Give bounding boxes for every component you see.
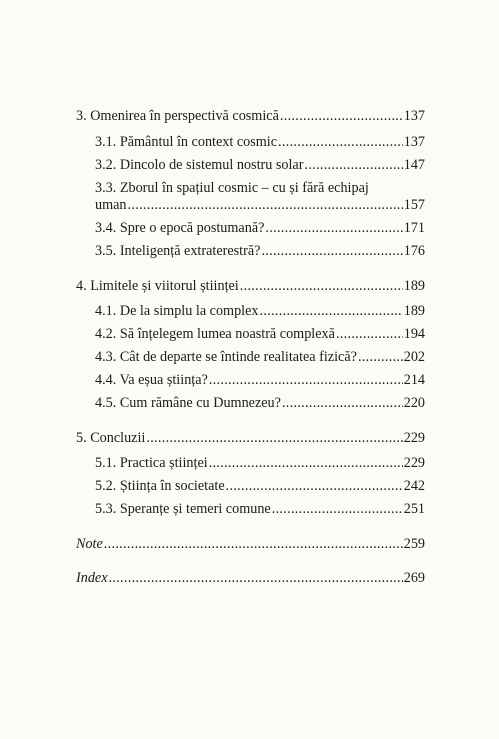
toc-entry-title: 4. Limitele și viitorul științei xyxy=(76,278,239,294)
toc-section-4-5 xyxy=(95,394,425,412)
toc-page-number: 137 xyxy=(403,134,425,150)
toc-leader-dots xyxy=(304,156,402,174)
toc-entry-title: 4.4. Va eșua știința? xyxy=(95,372,208,388)
toc-leader-dots xyxy=(260,302,403,320)
toc-chapter-4 xyxy=(76,277,425,295)
toc-page-number: 176 xyxy=(403,243,425,259)
toc-entry-title: 3.4. Spre o epocă postumană? xyxy=(95,220,265,236)
toc-entry-title: 3. Omenirea în perspectivă cosmică xyxy=(76,108,279,124)
toc-section-3-3-title-line: 3.3. Zborul în spațiul cosmic – cu și fără echipaj xyxy=(95,180,369,196)
toc-leader-dots xyxy=(226,477,403,495)
toc-page-number: 189 xyxy=(403,303,425,319)
toc-page-number: 220 xyxy=(403,395,425,411)
toc-entry-title: 4.2. Să înțelegem lumea noastră complexă xyxy=(95,326,335,342)
toc-section-3-3 xyxy=(95,196,425,214)
toc-entry-title: uman xyxy=(95,197,127,213)
toc-page-number: 214 xyxy=(403,372,425,388)
toc-leader-dots xyxy=(146,429,402,447)
toc-page-number: 251 xyxy=(403,501,425,517)
toc-page-number: 202 xyxy=(403,349,425,365)
toc-section-5-1 xyxy=(95,454,425,472)
toc-entry-title: 5.2. Știința în societate xyxy=(95,478,225,494)
toc-page-number: 157 xyxy=(403,197,425,213)
toc-leader-dots xyxy=(209,371,403,389)
toc-section-4-4 xyxy=(95,371,425,389)
toc-section-4-2 xyxy=(95,325,425,343)
toc-entry-title: 3.1. Pământul în context cosmic xyxy=(95,134,278,150)
toc-page-number: 189 xyxy=(403,278,425,294)
toc-leader-dots xyxy=(240,277,403,295)
toc-leader-dots xyxy=(278,133,403,151)
toc-section-3-2 xyxy=(95,156,425,174)
toc-page-number: 242 xyxy=(403,478,425,494)
toc-leader-dots xyxy=(265,219,402,237)
toc-section-4-3 xyxy=(95,348,425,366)
toc-page-number: 229 xyxy=(403,455,425,471)
toc-section-3-4 xyxy=(95,219,425,237)
toc-section-4-1 xyxy=(95,302,425,320)
toc-page-number: 147 xyxy=(403,157,425,173)
toc-section-3-1 xyxy=(95,133,425,151)
toc-leader-dots xyxy=(358,348,403,366)
toc-entry-title: 5.1. Practica științei xyxy=(95,455,208,471)
toc-index xyxy=(76,569,425,587)
toc-entry-title: Index xyxy=(76,570,108,586)
toc-entry-title: 4.1. De la simplu la complex xyxy=(95,303,259,319)
toc-leader-dots xyxy=(280,107,403,125)
toc-page-number: 269 xyxy=(403,570,425,586)
toc-section-5-2 xyxy=(95,477,425,495)
toc-page-number: 194 xyxy=(403,326,425,342)
toc-leader-dots xyxy=(272,500,403,518)
toc-leader-dots xyxy=(128,196,403,214)
toc-page-number: 171 xyxy=(403,220,425,236)
toc-entry-title: 5. Concluzii xyxy=(76,430,146,446)
toc-leader-dots xyxy=(109,569,403,587)
toc-section-5-3 xyxy=(95,500,425,518)
toc-leader-dots xyxy=(282,394,403,412)
toc-leader-dots xyxy=(336,325,403,343)
toc-leader-dots xyxy=(104,535,403,553)
toc-page-number: 137 xyxy=(403,108,425,124)
toc-entry-title: 3.5. Inteligență extraterestră? xyxy=(95,243,261,259)
toc-entry-title: 3.2. Dincolo de sistemul nostru solar xyxy=(95,157,304,173)
toc-notes xyxy=(76,535,425,553)
toc-chapter-5 xyxy=(76,429,425,447)
toc-entry-title: Note xyxy=(76,536,103,552)
toc-page-number: 259 xyxy=(403,536,425,552)
toc-section-3-5 xyxy=(95,242,425,260)
toc-entry-title: 4.5. Cum rămâne cu Dumnezeu? xyxy=(95,395,281,411)
toc-chapter-3 xyxy=(76,107,425,125)
toc-page-number: 229 xyxy=(403,430,425,446)
toc-entry-title: 5.3. Speranțe și temeri comune xyxy=(95,501,271,517)
toc-leader-dots xyxy=(209,454,403,472)
toc-leader-dots xyxy=(261,242,402,260)
toc-entry-title: 4.3. Cât de departe se întinde realitatea fizică? xyxy=(95,349,357,365)
